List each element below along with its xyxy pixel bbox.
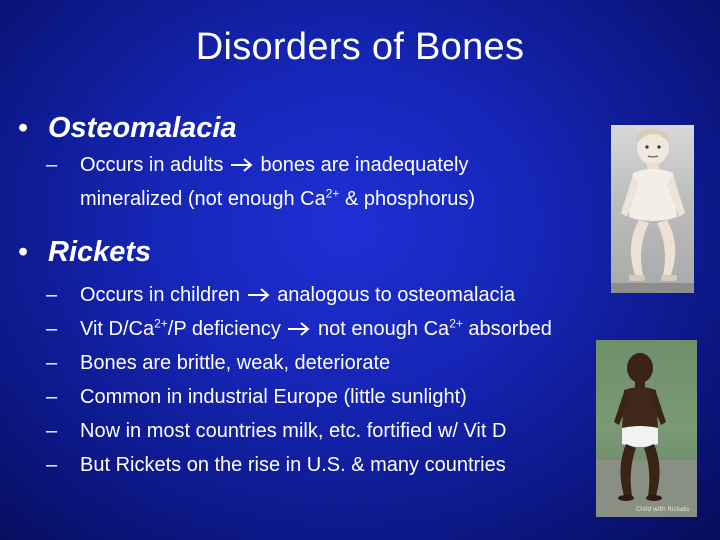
dash: – xyxy=(46,318,58,340)
slide-title: Disorders of Bones xyxy=(195,26,525,68)
dash: – xyxy=(46,154,58,176)
item-text: Occurs in children xyxy=(80,284,241,306)
superscript: 2+ xyxy=(154,316,168,331)
rickets-item-4 xyxy=(46,380,467,414)
dash: – xyxy=(46,386,58,408)
photo-child-with-rickets xyxy=(596,340,697,517)
dash: – xyxy=(46,454,58,476)
right-arrow-icon xyxy=(286,320,312,338)
item-text: absorbed xyxy=(462,318,552,340)
dash: – xyxy=(46,352,58,374)
item-text: Vit D/Ca xyxy=(80,318,155,340)
dash: – xyxy=(46,284,58,306)
heading-osteomalacia: Osteomalacia xyxy=(48,112,237,144)
item-text: analogous to osteomalacia xyxy=(277,284,516,306)
child-photo-image xyxy=(596,340,697,517)
osteomalacia-item-1-cont xyxy=(80,182,475,216)
rickets-item-3 xyxy=(46,346,390,380)
right-arrow-icon xyxy=(229,156,255,174)
item-text: not enough Ca xyxy=(317,318,450,340)
item-text: bones are inadequately xyxy=(260,154,469,176)
item-text: But Rickets on the rise in U.S. & many countries xyxy=(80,454,506,476)
item-text: Common in industrial Europe (little sunlight) xyxy=(80,386,467,408)
photo-child-bowed-legs xyxy=(611,125,694,293)
superscript: 2+ xyxy=(325,186,340,201)
heading-rickets: Rickets xyxy=(48,236,152,268)
superscript: 2+ xyxy=(449,316,463,331)
bullet-rickets xyxy=(18,236,151,269)
osteomalacia-item-1 xyxy=(46,148,468,182)
photo-caption: Child with Rickets xyxy=(636,506,690,513)
right-arrow-icon xyxy=(246,286,272,304)
rickets-item-5 xyxy=(46,414,506,448)
item-text: mineralized (not enough Ca xyxy=(80,188,326,210)
bullet-dot: • xyxy=(18,112,29,144)
bullet-dot: • xyxy=(18,236,29,268)
item-text: Bones are brittle, weak, deteriorate xyxy=(80,352,391,374)
rickets-item-2 xyxy=(46,312,552,346)
item-text: Now in most countries milk, etc. fortified w/ Vit D xyxy=(80,420,507,442)
rickets-item-6 xyxy=(46,448,506,482)
dash: – xyxy=(46,420,58,442)
item-text: & phosphorus) xyxy=(339,188,476,210)
child-silhouette-image xyxy=(611,125,694,293)
item-text: Occurs in adults xyxy=(80,154,224,176)
rickets-item-1 xyxy=(46,278,515,312)
item-text: /P deficiency xyxy=(167,318,281,340)
bullet-osteomalacia xyxy=(18,112,237,145)
